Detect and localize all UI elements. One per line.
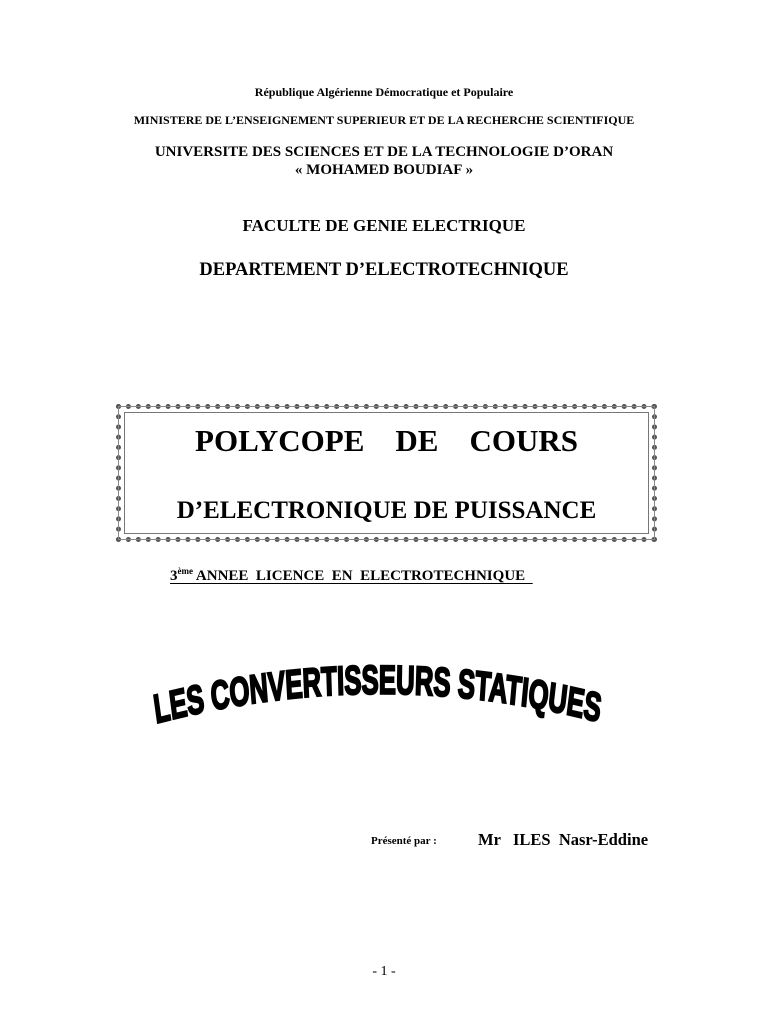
document-title: POLYCOPE DE COURS [195, 423, 578, 458]
level-text: ANNEE LICENCE EN ELECTROTECHNIQUE [193, 568, 533, 584]
title-frame [116, 404, 657, 542]
page-number: - 1 - [372, 964, 396, 979]
wordart-title-path: LES CONVERTISSEURS STATIQUES [151, 664, 607, 733]
wordart-title-text [151, 664, 607, 733]
department-heading: DEPARTEMENT D’ELECTROTECHNIQUE [199, 260, 569, 280]
level-number: 3 [170, 568, 178, 584]
university-heading: UNIVERSITE DES SCIENCES ET DE LA TECHNOLOGIE D’ORAN [154, 144, 614, 160]
presented-by-label: Présenté par : [371, 835, 437, 847]
level-superscript: ème [177, 566, 193, 576]
university-name: « MOHAMED BOUDIAF » [294, 162, 474, 178]
document-subtitle: D’ELECTRONIQUE DE PUISSANCE [176, 497, 597, 524]
ministry-heading: MINISTERE DE L’ENSEIGNEMENT SUPERIEUR ET DE LA RECHERCHE SCIENTIFIQUE [133, 113, 635, 127]
study-level [170, 566, 533, 585]
republic-heading: République Algérienne Démocratique et Populaire [254, 85, 514, 99]
wordart-title [150, 664, 610, 748]
author-name: Mr ILES Nasr-Eddine [478, 830, 649, 849]
faculty-heading: FACULTE DE GENIE ELECTRIQUE [242, 216, 526, 235]
